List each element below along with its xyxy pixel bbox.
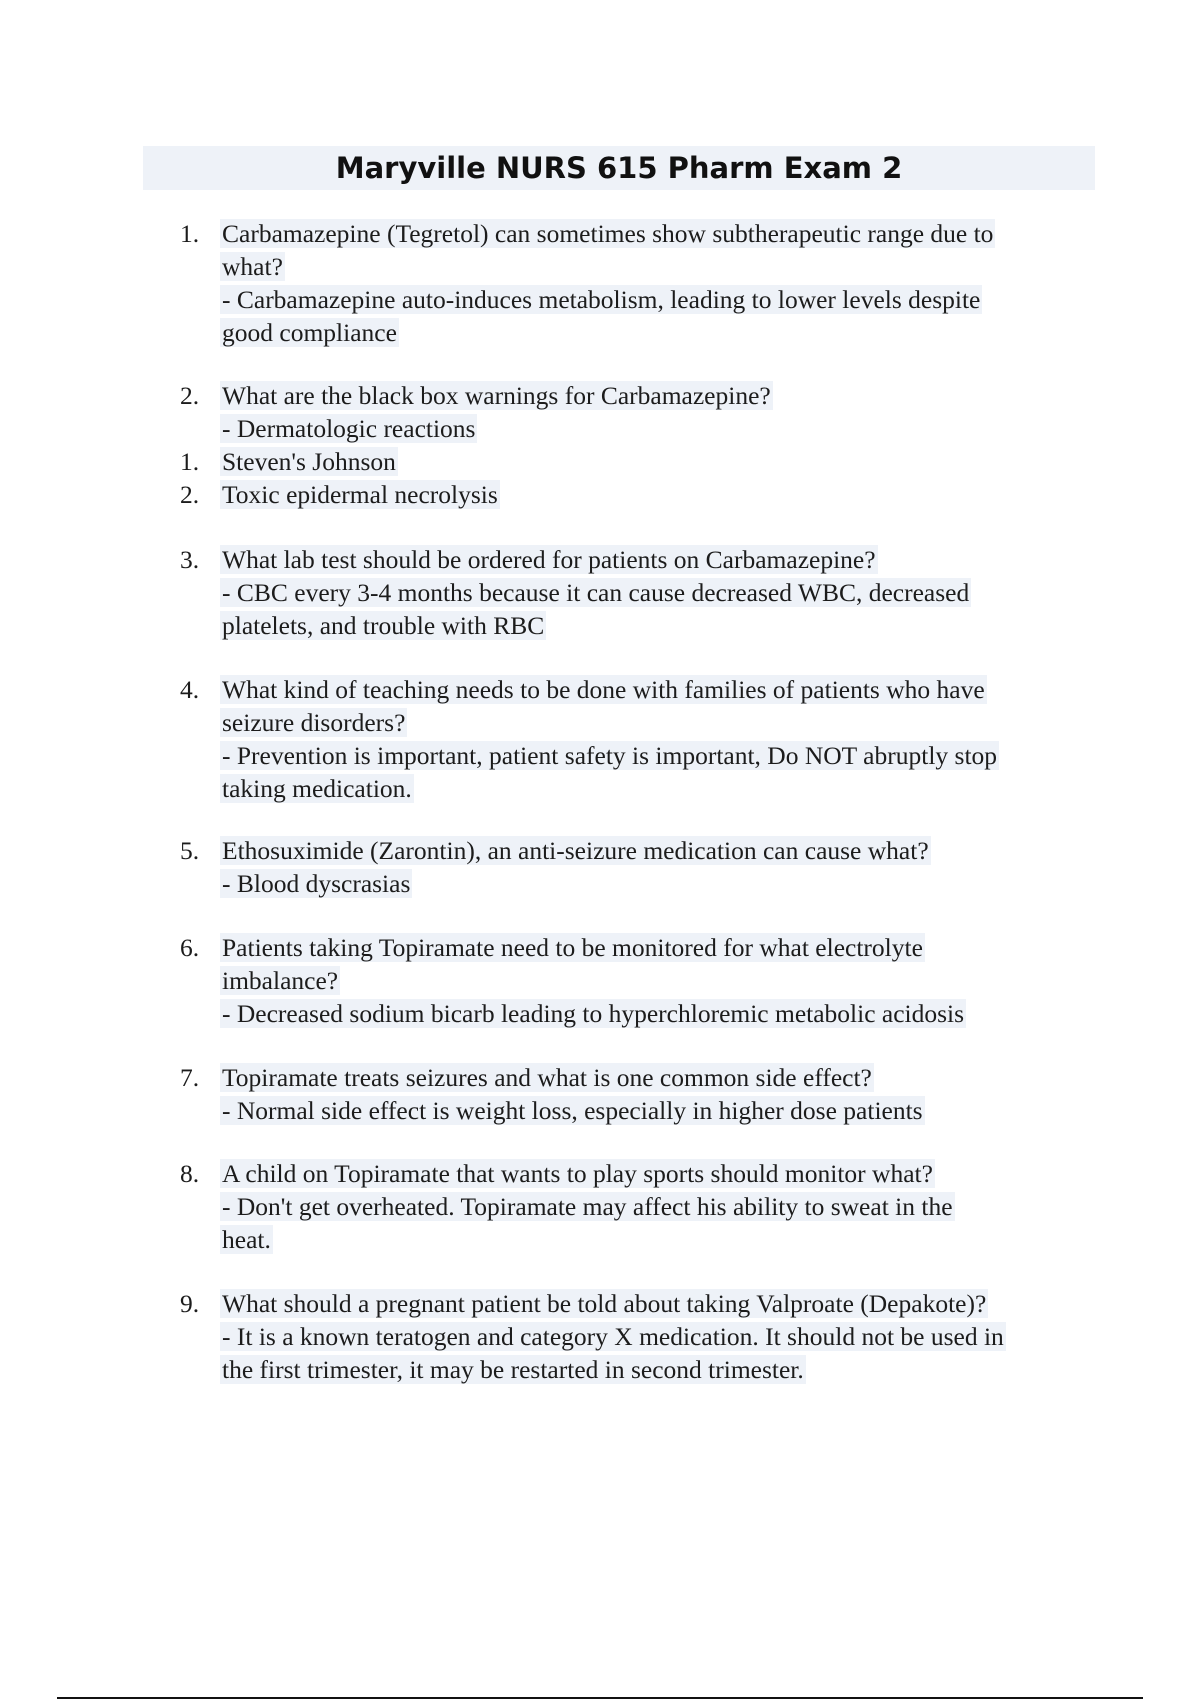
answer-text-line: the first trimester, it may be restarted in second trimester. — [222, 1355, 804, 1384]
answer-text-line: heat. — [222, 1225, 271, 1254]
question-text-line: A child on Topiramate that wants to play sports should monitor what? — [222, 1159, 933, 1188]
question-number: 8. — [180, 1159, 200, 1188]
answer-text-line: - Dermatologic reactions — [222, 414, 476, 443]
sub-item-text: Toxic epidermal necrolysis — [222, 480, 498, 509]
answer-text-line: - Carbamazepine auto-induces metabolism, leading to lower levels despite — [222, 285, 981, 314]
answer-text-line: platelets, and trouble with RBC — [222, 611, 545, 640]
question-number: 4. — [180, 675, 200, 704]
answer-text-line: - CBC every 3-4 months because it can cause decreased WBC, decreased — [222, 578, 970, 607]
answer-text-line: - Decreased sodium bicarb leading to hyperchloremic metabolic acidosis — [222, 999, 965, 1028]
answer-text-line: - Don't get overheated. Topiramate may affect his ability to sweat in the — [222, 1192, 953, 1221]
question-number: 7. — [180, 1063, 200, 1092]
question-text-line: What lab test should be ordered for patients on Carbamazepine? — [222, 545, 876, 574]
answer-text-line: - Prevention is important, patient safety is important, Do NOT abruptly stop — [222, 741, 998, 770]
question-number: 5. — [180, 836, 200, 865]
question-text-line: What are the black box warnings for Carbamazepine? — [222, 381, 771, 410]
question-text-line: What kind of teaching needs to be done with families of patients who have — [222, 675, 985, 704]
question-text-line: Carbamazepine (Tegretol) can sometimes show subtherapeutic range due to — [222, 219, 994, 248]
question-text-line: imbalance? — [222, 966, 339, 995]
question-text-line: Ethosuximide (Zarontin), an anti-seizure medication can cause what? — [222, 836, 929, 865]
answer-text-line: - It is a known teratogen and category X medication. It should not be used in — [222, 1322, 1004, 1351]
answer-text-line: taking medication. — [222, 774, 412, 803]
answer-text-line: - Normal side effect is weight loss, especially in higher dose patients — [222, 1096, 923, 1125]
document-title: Maryville NURS 615 Pharm Exam 2 — [335, 151, 903, 185]
sub-item-text: Steven's Johnson — [222, 447, 396, 476]
question-text-line: what? — [222, 252, 283, 281]
question-number: 3. — [180, 545, 200, 574]
sub-item-number: 2. — [180, 480, 200, 509]
question-number: 1. — [180, 219, 200, 248]
question-text-line: What should a pregnant patient be told about taking Valproate (Depakote)? — [222, 1289, 987, 1318]
question-number: 9. — [180, 1289, 200, 1318]
question-text-line: Patients taking Topiramate need to be monitored for what electrolyte — [222, 933, 923, 962]
footer-rule — [57, 1697, 1143, 1699]
question-text-line: seizure disorders? — [222, 708, 406, 737]
answer-text-line: - Blood dyscrasias — [222, 869, 411, 898]
answer-text-line: good compliance — [222, 318, 397, 347]
question-text-line: Topiramate treats seizures and what is one common side effect? — [222, 1063, 872, 1092]
question-number: 2. — [180, 381, 200, 410]
question-number: 6. — [180, 933, 200, 962]
sub-item-number: 1. — [180, 447, 200, 476]
